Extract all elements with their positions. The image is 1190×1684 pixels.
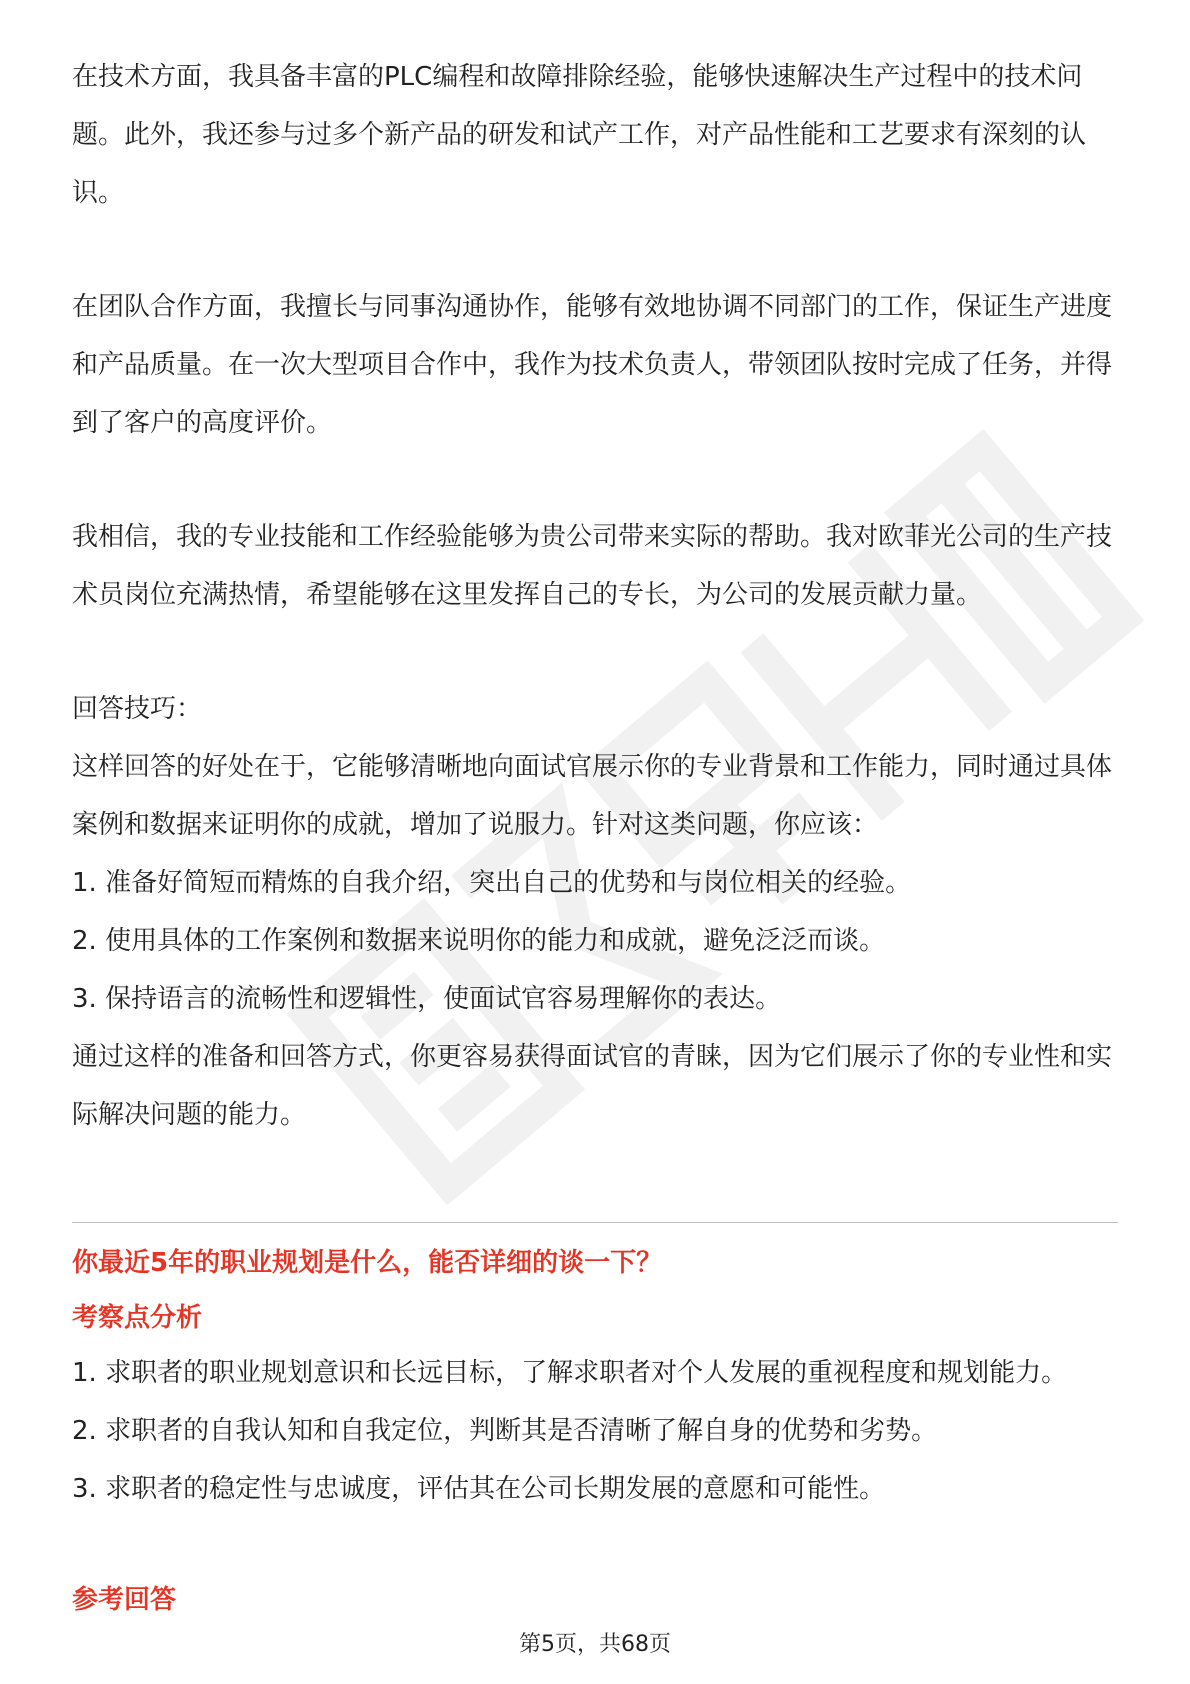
analysis-heading: 考察点分析 (72, 1303, 203, 1333)
paragraph-belief: 我相信，我的专业技能和工作经验能够为贵公司带来实际的帮助。我对欧菲光公司的生产技术员岗位充满热情，希望能够在这里发挥自己的专长，为公司的发展贡献力量。 (72, 522, 1113, 610)
tips-conclusion: 通过这样的准备和回答方式，你更容易获得面试官的青睐，因为它们展示了你的专业性和实际解决问题的能力。 (72, 1042, 1113, 1130)
paragraph-teamwork: 在团队合作方面，我擅长与同事沟通协作，能够有效地协调不同部门的工作，保证生产进度和产品质量。在一次大型项目合作中，我作为技术负责人，带领团队按时完成了任务，并得到了客户的高度评价。 (72, 292, 1113, 438)
analysis-list (72, 1344, 1118, 1518)
section-divider (72, 1222, 1118, 1223)
tips-item: 2. 使用具体的工作案例和数据来说明你的能力和成就，避免泛泛而谈。 (72, 926, 886, 956)
tips-item: 3. 保持语言的流畅性和逻辑性，使面试官容易理解你的表达。 (72, 984, 782, 1014)
page-number: 第5页，共68页 (519, 1632, 671, 1657)
analysis-item: 3. 求职者的稳定性与忠诚度，评估其在公司长期发展的意愿和可能性。 (72, 1474, 886, 1504)
main-content (72, 48, 1118, 1144)
analysis-item: 1. 求职者的职业规划意识和长远目标，了解求职者对个人发展的重视程度和规划能力。 (72, 1358, 1068, 1388)
analysis-item: 2. 求职者的自我认知和自我定位，判断其是否清晰了解自身的优势和劣势。 (72, 1416, 938, 1446)
paragraph-technical: 在技术方面，我具备丰富的PLC编程和故障排除经验，能够快速解决生产过程中的技术问题。此外，我还参与过多个新产品的研发和试产工作，对产品性能和工艺要求有深刻的认识。 (72, 62, 1087, 208)
tips-intro: 这样回答的好处在于，它能够清晰地向面试官展示你的专业背景和工作能力，同时通过具体案例和数据来证明你的成就，增加了说服力。针对这类问题，你应该： (72, 752, 1113, 840)
tips-heading: 回答技巧： (72, 694, 203, 724)
question-title: 你最近5年的职业规划是什么，能否详细的谈一下？ (72, 1248, 663, 1278)
tips-item: 1. 准备好简短而精炼的自我介绍，突出自己的优势和与岗位相关的经验。 (72, 868, 912, 898)
reference-heading: 参考回答 (72, 1585, 177, 1615)
